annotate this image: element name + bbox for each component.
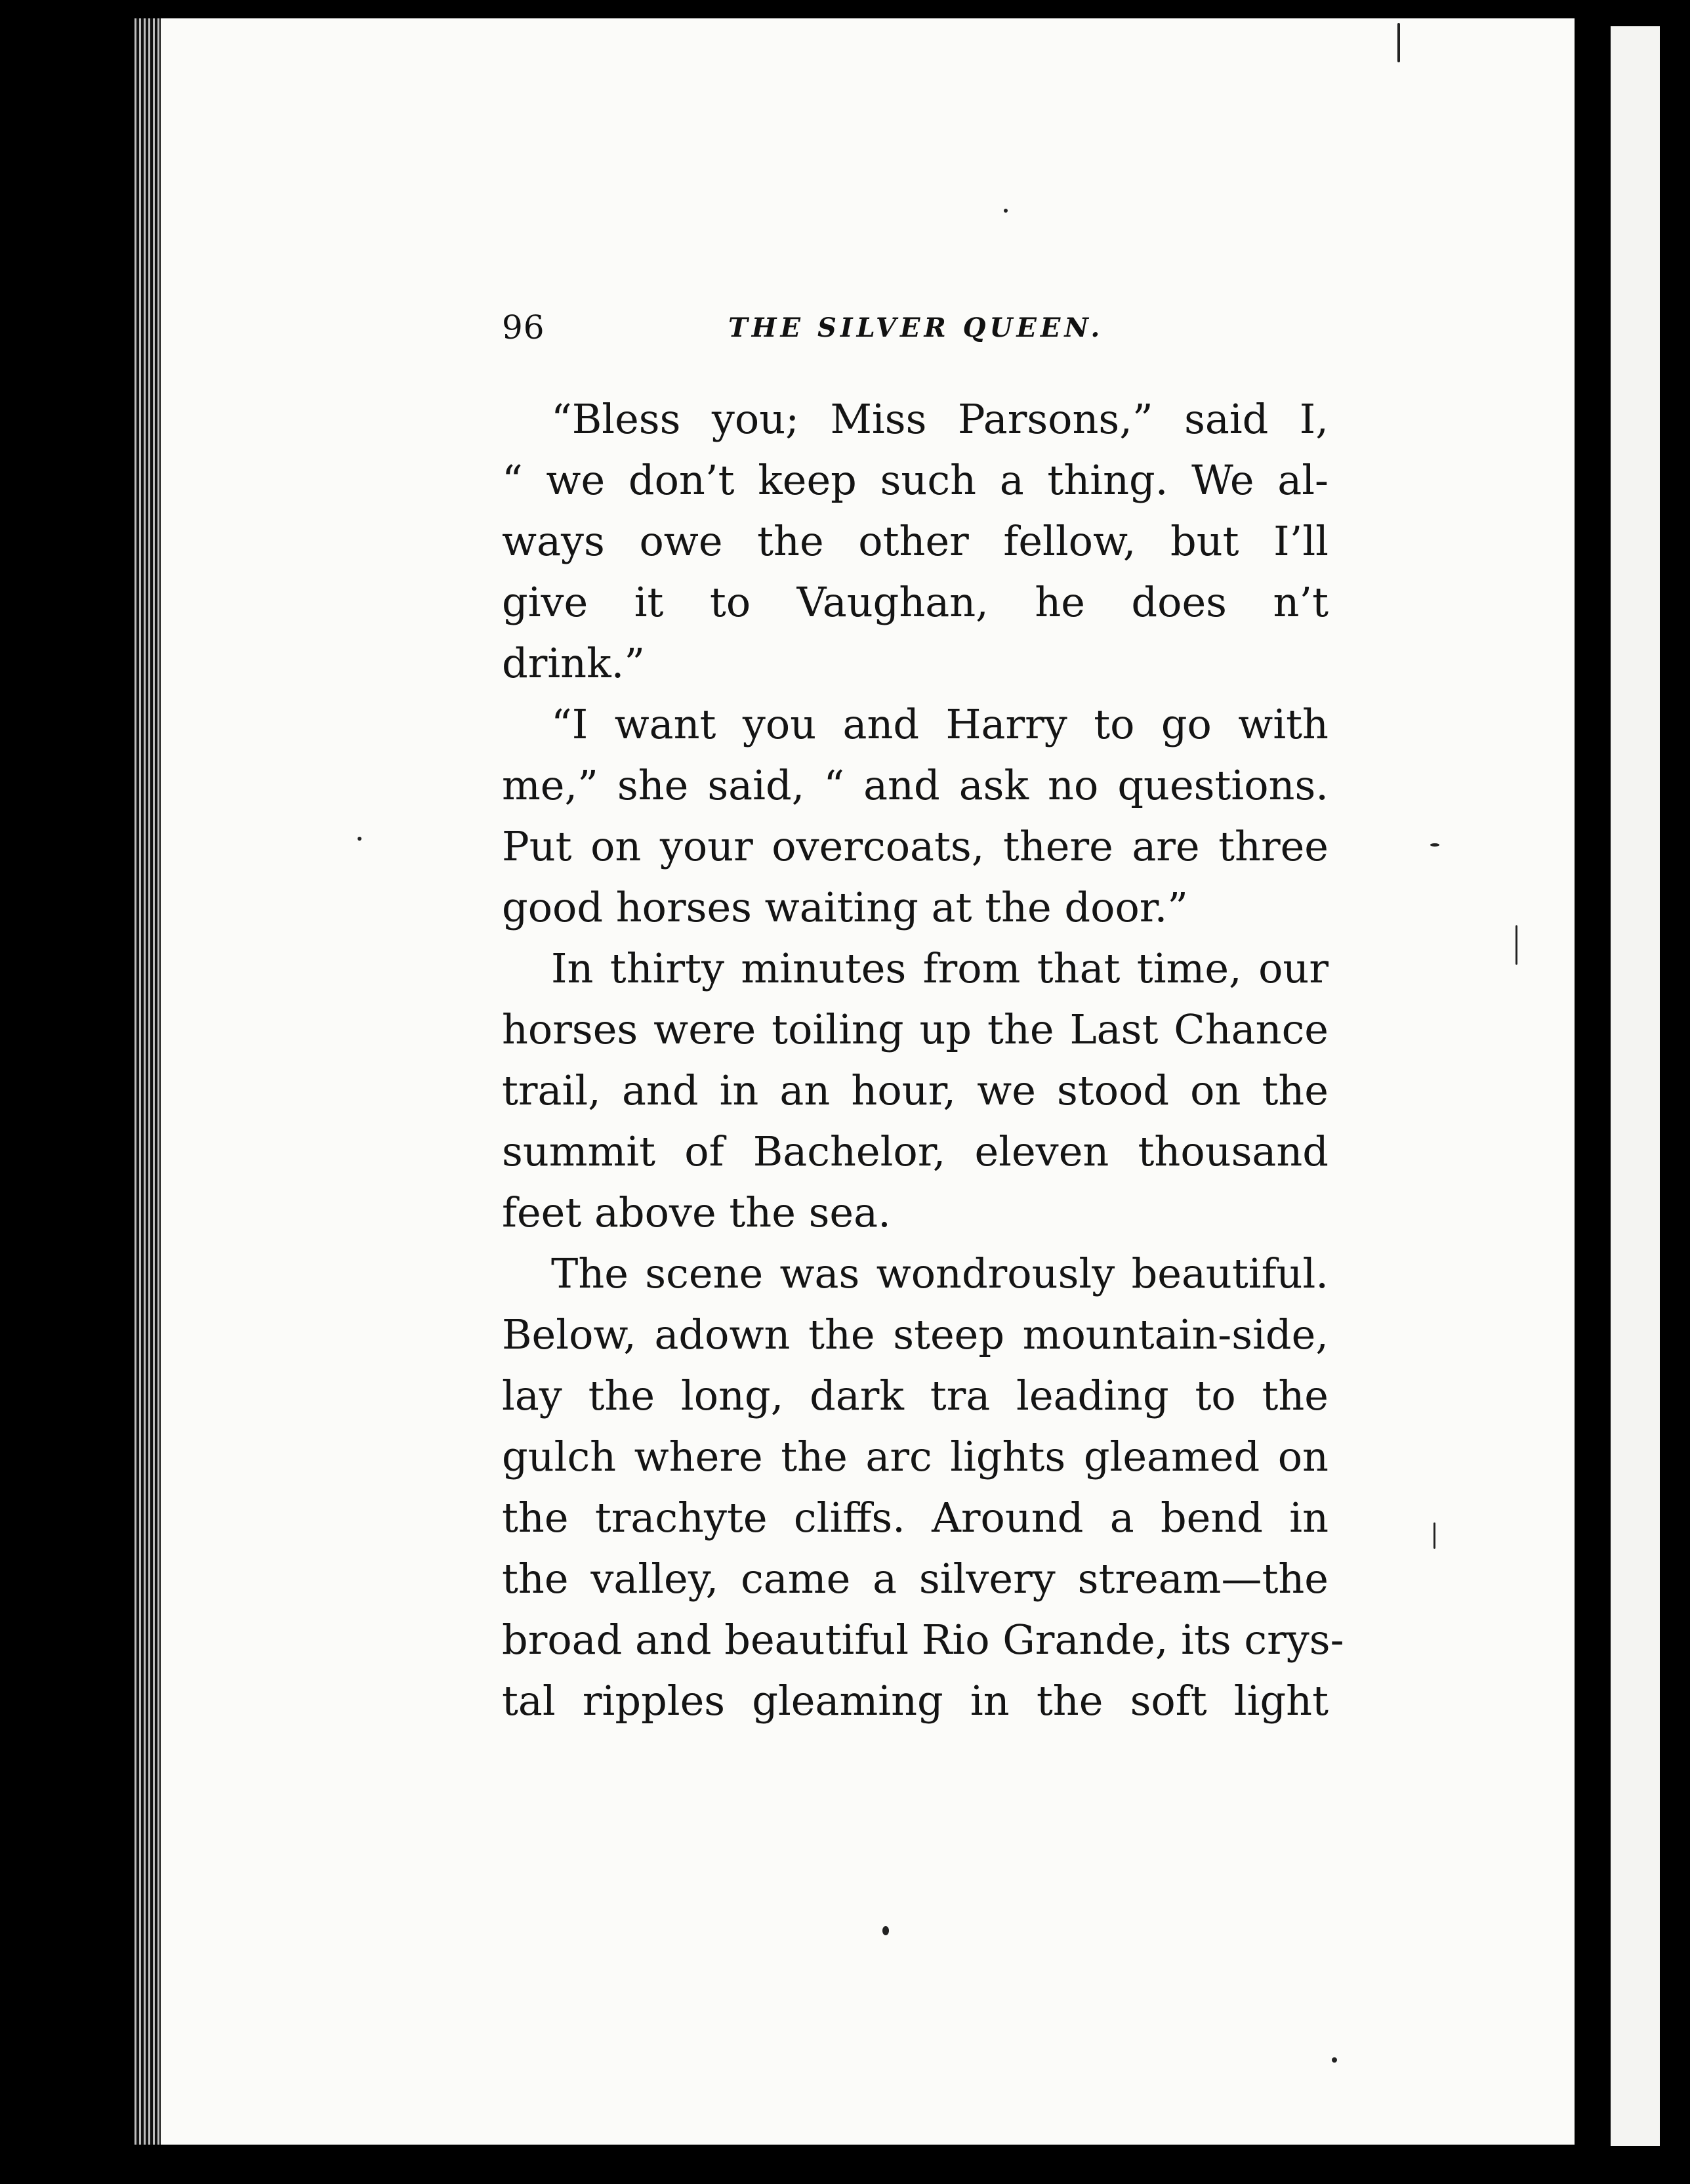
- text-line: tal ripples gleaming in the soft light: [502, 1677, 1329, 1725]
- text-line: trail, and in an hour, we stood on the: [502, 1066, 1329, 1114]
- text-line: In thirty minutes from that time, our: [551, 944, 1329, 992]
- text-line: The scene was wondrously beautiful.: [551, 1250, 1329, 1297]
- page-number: 96: [502, 308, 545, 346]
- text-line: lay the long, dark tra leading to the: [502, 1372, 1329, 1419]
- text-line: “Bless you; Miss Parsons,” said I,: [551, 395, 1329, 443]
- text-line: broad and beautiful Rio Grande, its crys-: [502, 1616, 1344, 1664]
- text-line: good horses waiting at the door.”: [502, 883, 1189, 931]
- speck: [358, 837, 361, 841]
- speck: [1430, 843, 1439, 847]
- text-line: feet above the sea.: [502, 1188, 891, 1236]
- text-line: horses were toiling up the Last Chance: [502, 1005, 1329, 1053]
- text-line: drink.”: [502, 639, 646, 687]
- text-line: Put on your overcoats, there are three: [502, 822, 1329, 870]
- page-header: [502, 308, 1342, 348]
- text-line: Below, adown the steep mountain-side,: [502, 1311, 1329, 1358]
- speck: [882, 1926, 889, 1935]
- running-title: THE SILVER QUEEN.: [728, 312, 1104, 343]
- text-line: gulch where the arc lights gleamed on: [502, 1433, 1329, 1480]
- speck: [1332, 2057, 1337, 2063]
- page-edges: [134, 18, 161, 2145]
- text-line: summit of Bachelor, eleven thousand: [502, 1127, 1329, 1175]
- text-line: the trachyte cliffs. Around a bend in: [502, 1494, 1329, 1542]
- text-line: ways owe the other fellow, but I’ll: [502, 517, 1329, 565]
- speck: [1515, 925, 1517, 965]
- text-line: “I want you and Harry to go with: [551, 700, 1329, 748]
- speck: [1433, 1522, 1435, 1549]
- body-text: [502, 388, 1344, 1731]
- facing-page-edge: [1611, 26, 1660, 2146]
- text-line: give it to Vaughan, he does n’t: [502, 578, 1329, 626]
- text-line: me,” she said, “ and ask no questions.: [502, 761, 1329, 809]
- text-line: “ we don’t keep such a thing. We al-: [502, 456, 1329, 504]
- text-line: the valley, came a silvery stream—the: [502, 1555, 1329, 1603]
- speck: [1004, 209, 1008, 213]
- speck: [1397, 23, 1400, 62]
